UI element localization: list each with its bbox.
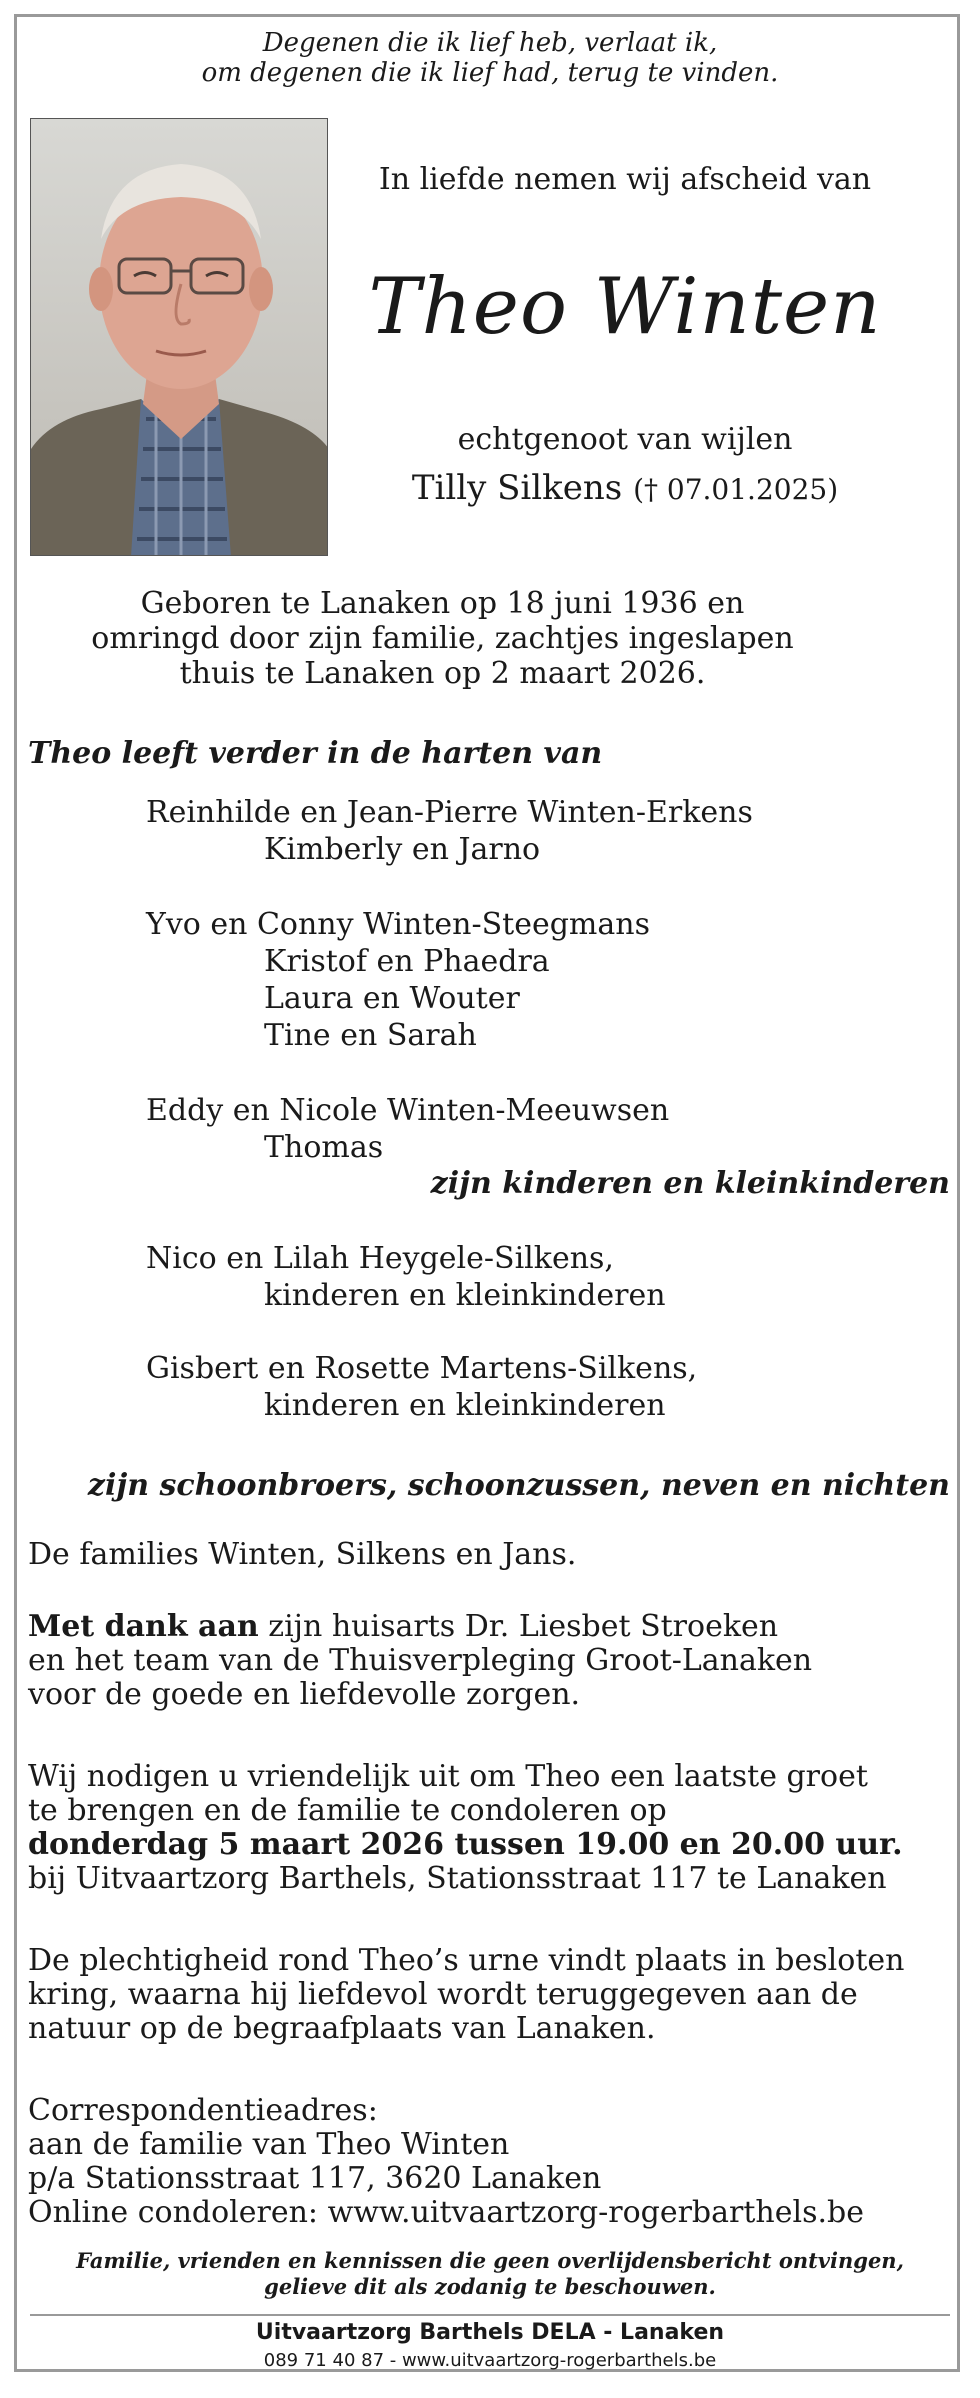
correspondence-label: Correspondentieadres: (28, 2093, 378, 2128)
birth-death-line-3: thuis te Lanaken op 2 maart 2026. (179, 656, 706, 691)
families-line: De families Winten, Silkens en Jans. (28, 1537, 577, 1572)
invite-line-1: Wij nodigen u vriendelijk uit om Theo een laatste groet (28, 1759, 868, 1794)
in-law-caption: zijn schoonbroers, schoonzussen, neven en nichten (87, 1468, 950, 1503)
undertaker-name: Uitvaartzorg Barthels DELA - Lanaken (255, 2320, 725, 2345)
birth-death-line-2: omringd door zijn familie, zachtjes ingeslapen (91, 621, 794, 656)
ceremony-line-1: De plechtigheid rond Theo’s urne vindt plaats in besloten (28, 1943, 905, 1978)
family-2-kid: Laura en Wouter (264, 981, 520, 1016)
invite-line-2: te brengen en de familie te condoleren op (28, 1793, 667, 1828)
ceremony-line-3: natuur op de begraafplaats van Lanaken. (28, 2011, 656, 2046)
thanks-rest: zijn huisarts Dr. Liesbet Stroeken (258, 1609, 779, 1644)
ceremony-line-2: kring, waarna hij liefdevol wordt teruggegeven aan de (28, 1977, 858, 2012)
thanks-line-3: voor de goede en liefdevolle zorgen. (28, 1677, 581, 1712)
correspondence-recipient: aan de familie van Theo Winten (28, 2127, 510, 2162)
family-1-kid: Kimberly en Jarno (264, 832, 541, 867)
spouse-line (340, 468, 910, 508)
family-2-parents: Yvo en Conny Winten-Steegmans (146, 907, 650, 942)
family-1-parents: Reinhilde en Jean-Pierre Winten-Erkens (146, 795, 753, 830)
spouse-death-date: († 07.01.2025) (633, 473, 839, 506)
survived-heading: Theo leeft verder in de harten van (28, 736, 603, 771)
family-3-parents: Eddy en Nicole Winten-Meeuwsen (146, 1093, 670, 1128)
family-3-kid: Thomas (264, 1130, 384, 1165)
undertaker-contact: 089 71 40 87 - www.uitvaartzorg-rogerbarthels.be (263, 2350, 717, 2371)
portrait-illustration (31, 119, 328, 556)
notice-line-2: gelieve dit als zodanig te beschouwen. (264, 2274, 716, 2299)
spouse-name: Tilly Silkens (411, 468, 623, 508)
thanks-bold: Met dank aan (28, 1609, 259, 1644)
online-condolence: Online condoleren: www.uitvaartzorg-rogerbarthels.be (28, 2195, 864, 2230)
invite-date: donderdag 5 maart 2026 tussen 19.00 en 20.00 uur. (28, 1827, 903, 1862)
family-2-kid: Kristof en Phaedra (264, 944, 550, 979)
in-law-2: Gisbert en Rosette Martens-Silkens, (146, 1351, 698, 1386)
thanks-line-2: en het team van de Thuisverpleging Groot-Lanaken (28, 1643, 813, 1678)
notice-line-1: Familie, vrienden en kennissen die geen overlijdensbericht ontvingen, (76, 2248, 904, 2273)
in-law-1-kids: kinderen en kleinkinderen (264, 1278, 666, 1313)
children-caption: zijn kinderen en kleinkinderen (430, 1166, 950, 1201)
spouse-label: echtgenoot van wijlen (457, 422, 793, 457)
intro-text: In liefde nemen wij afscheid van (378, 162, 872, 197)
invite-location: bij Uitvaartzorg Barthels, Stationsstraat 117 te Lanaken (28, 1861, 887, 1896)
portrait-photo (30, 118, 328, 556)
deceased-name: Theo Winten (368, 262, 882, 352)
birth-death-line-1: Geboren te Lanaken op 18 juni 1936 en (140, 586, 745, 621)
in-law-1: Nico en Lilah Heygele-Silkens, (146, 1241, 614, 1276)
quote-line-1: Degenen die ik lief heb, verlaat ik, (262, 28, 718, 58)
footer-divider (30, 2314, 950, 2316)
in-law-2-kids: kinderen en kleinkinderen (264, 1388, 666, 1423)
thanks-line-1 (28, 1610, 778, 1644)
family-2-kid: Tine en Sarah (264, 1018, 477, 1053)
correspondence-address: p/a Stationsstraat 117, 3620 Lanaken (28, 2161, 602, 2196)
quote-line-2: om degenen die ik lief had, terug te vinden. (201, 58, 779, 88)
